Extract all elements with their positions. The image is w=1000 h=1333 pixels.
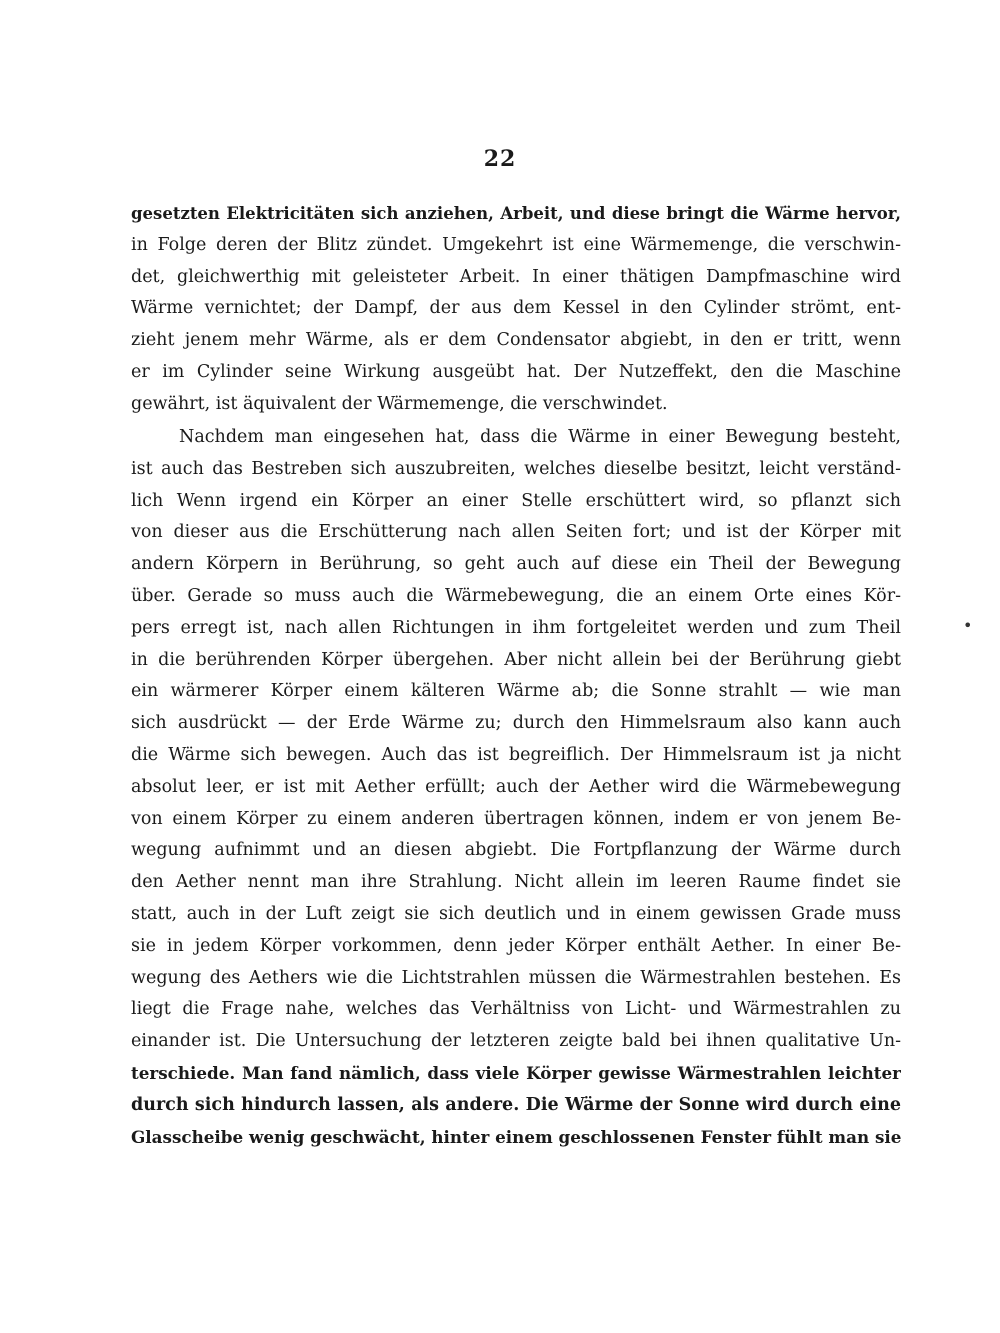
text-line: über. Gerade so muss auch die Wärmebewegung, die an einem Orte eines Kör-: [131, 585, 901, 606]
text-line: Wärme vernichtet; der Dampf, der aus dem Kessel in den Cylinder strömt, ent-: [131, 298, 901, 319]
text-line: absolut leer, er ist mit Aether erfüllt; auch der Aether wird die Wärmebewegung: [131, 776, 901, 797]
text-line: zieht jenem mehr Wärme, als er dem Condensator abgiebt, in den er tritt, wenn: [131, 330, 901, 351]
text-line: er im Cylinder seine Wirkung ausgeübt hat. Der Nutzeffekt, den die Maschine: [131, 361, 901, 382]
paragraph-1: [131, 198, 901, 421]
text-line: sie in jedem Körper vorkommen, denn jeder Körper enthält Aether. In einer Be-: [131, 935, 901, 956]
text-line: gewährt, ist äquivalent der Wärmemenge, die verschwindet.: [131, 393, 668, 414]
text-line: einander ist. Die Untersuchung der letzteren zeigte bald bei ihnen qualitative Un-: [131, 1031, 901, 1052]
text-line: andern Körpern in Berührung, so geht auch auf diese ein Theil der Bewegung: [131, 554, 901, 575]
text-line: ist auch das Bestreben sich auszubreiten, welches dieselbe besitzt, leicht verständ-: [131, 458, 901, 479]
text-line: in die berührenden Körper übergehen. Aber nicht allein bei der Berührung giebt: [131, 649, 901, 670]
text-line: lich Wenn irgend ein Körper an einer Stelle erschüttert wird, so pflanzt sich: [131, 490, 901, 511]
text-line: Glasscheibe wenig geschwächt, hinter einem geschlossenen Fenster fühlt man sie: [131, 1126, 901, 1147]
page-number: 22: [483, 146, 517, 172]
text-line: gesetzten Elektricitäten sich anziehen, Arbeit, und diese bringt die Wärme hervor,: [131, 204, 901, 223]
text-line: terschiede. Man fand nämlich, dass viele Körper gewisse Wärmestrahlen leichter: [131, 1062, 901, 1083]
paragraph-2: [131, 422, 901, 1153]
text-line: den Aether nennt man ihre Strahlung. Nicht allein im leeren Raume findet sie: [131, 872, 901, 893]
text-line: statt, auch in der Luft zeigt sie sich deutlich und in einem gewissen Grade muss: [131, 903, 901, 924]
text-line: liegt die Frage nahe, welches das Verhältniss von Licht- und Wärmestrahlen zu: [131, 999, 901, 1020]
text-line: pers erregt ist, nach allen Richtungen in ihm fortgeleitet werden und zum Theil: [131, 617, 901, 638]
text-line: ein wärmerer Körper einem kälteren Wärme ab; die Sonne strahlt — wie man: [131, 681, 901, 702]
text-line: von dieser aus die Erschütterung nach allen Seiten fort; und ist der Körper mit: [131, 522, 901, 543]
text-line: Nachdem man eingesehen hat, dass die Wärme in einer Bewegung besteht,: [179, 427, 901, 447]
text-line: wegung aufnimmt und an diesen abgiebt. Die Fortpflanzung der Wärme durch: [131, 840, 901, 861]
text-line: sich ausdrückt — der Erde Wärme zu; durch den Himmelsraum also kann auch: [131, 713, 901, 734]
text-line: die Wärme sich bewegen. Auch das ist begreiflich. Der Himmelsraum ist ja nicht: [131, 744, 901, 765]
text-line: von einem Körper zu einem anderen übertragen können, indem er von jenem Be-: [131, 808, 901, 829]
text-line: in Folge deren der Blitz zündet. Umgekehrt ist eine Wärmemenge, die verschwin-: [131, 234, 901, 255]
text-line: durch sich hindurch lassen, als andere. Die Wärme der Sonne wird durch eine: [131, 1094, 901, 1115]
text-line: wegung des Aethers wie die Lichtstrahlen müssen die Wärmestrahlen bestehen. Es: [131, 967, 901, 988]
margin-mark: •: [963, 616, 973, 635]
text-line: det, gleichwerthig mit geleisteter Arbeit. In einer thätigen Dampfmaschine wird: [131, 266, 901, 287]
